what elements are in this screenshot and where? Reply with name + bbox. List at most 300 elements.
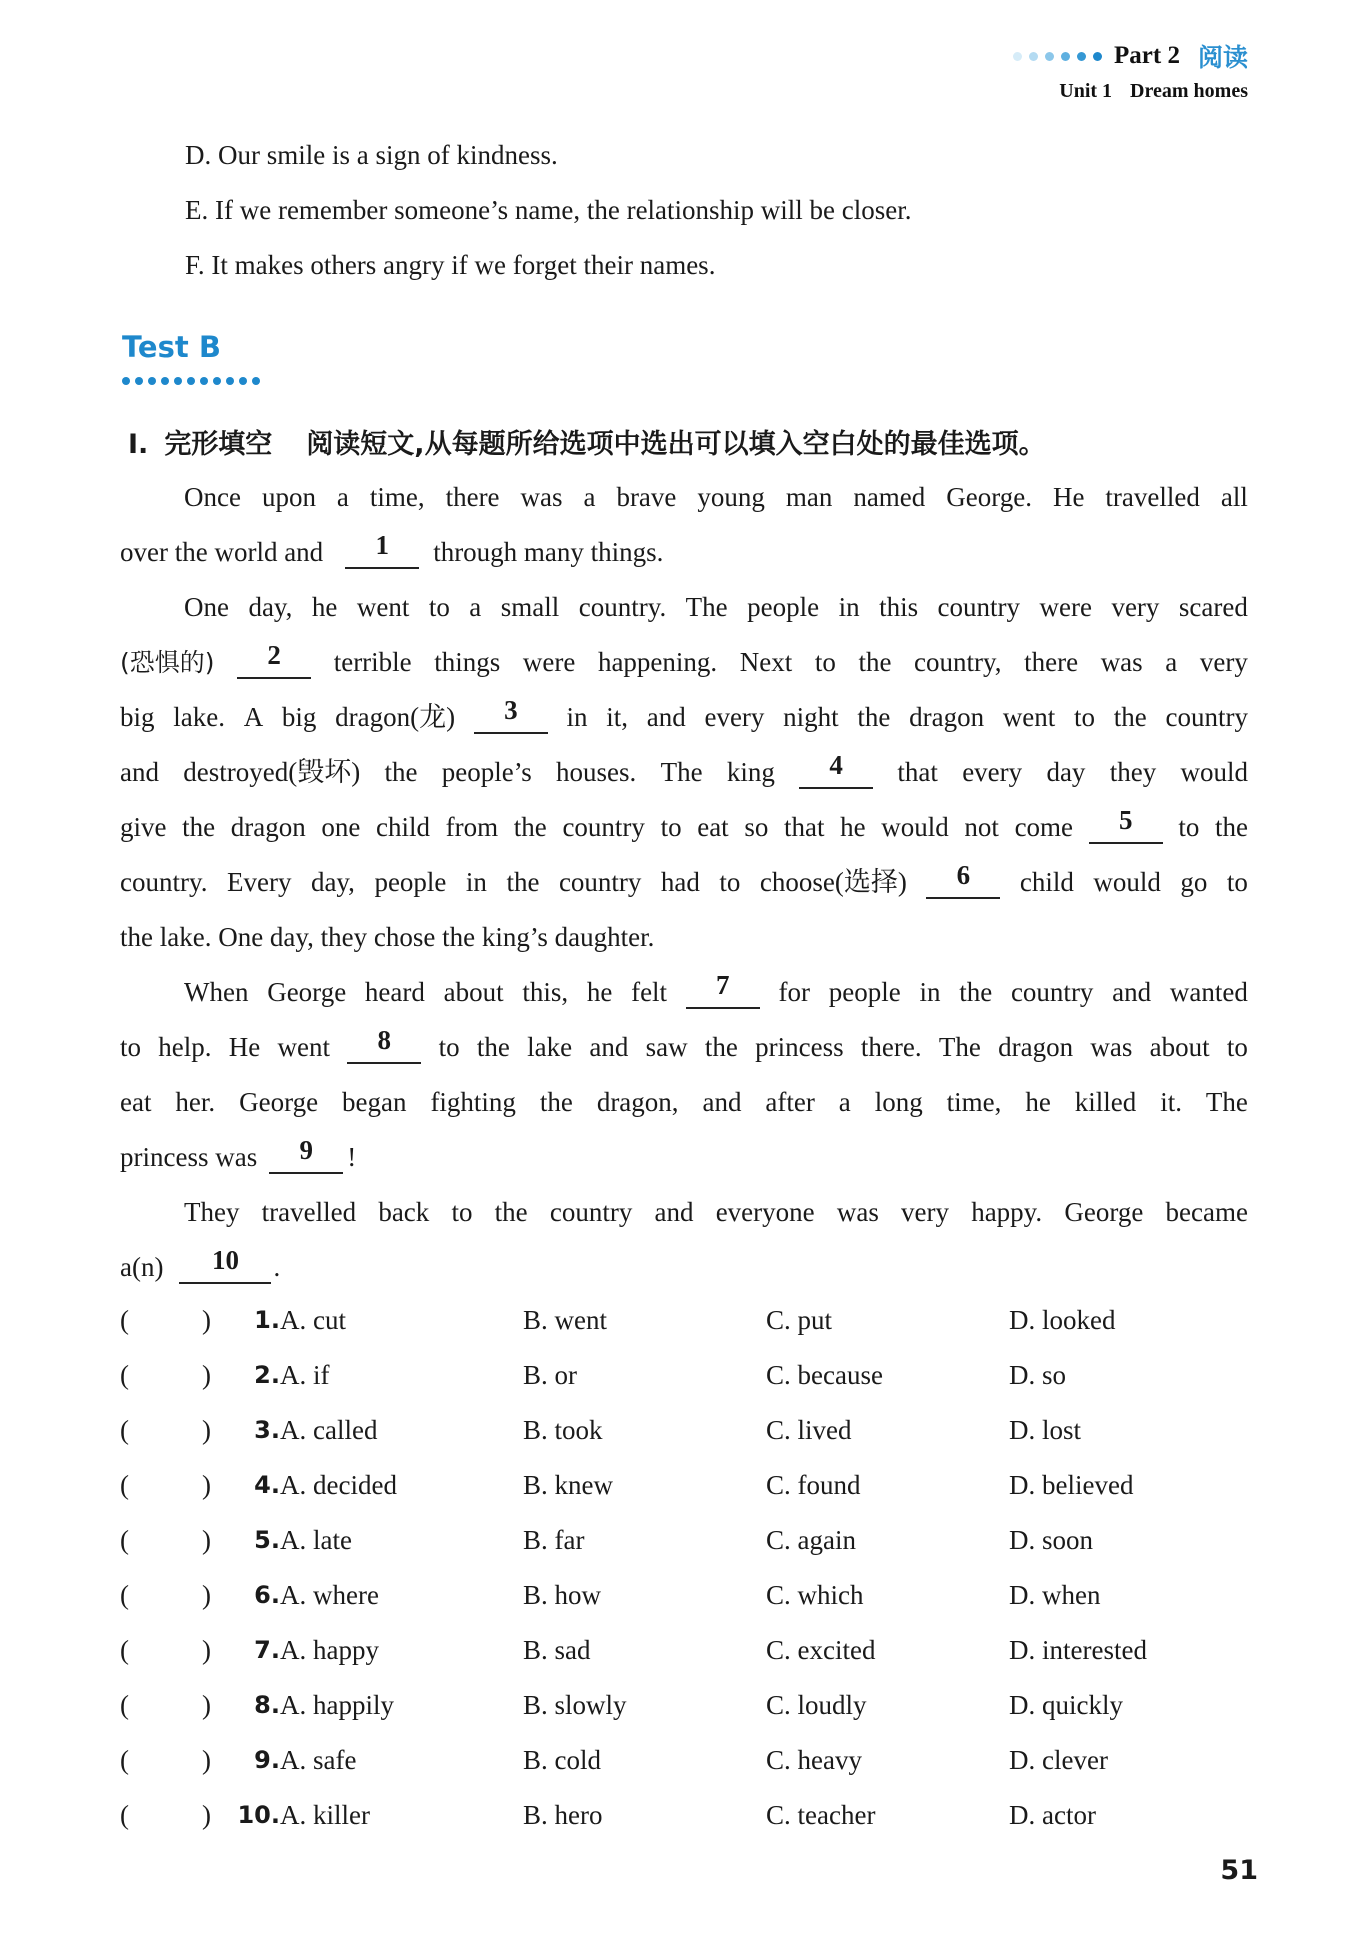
question-row [120,1623,1250,1678]
passage-word: the [1214,812,1248,842]
question-number: 2. [254,1361,280,1389]
passage-text: choose(选择) [759,867,907,897]
passage-word: George. [946,482,1032,512]
option-d: D. actor [1009,1800,1096,1830]
option-b: B. hero [523,1800,603,1830]
passage-word: to [660,812,682,842]
header-dots [1013,52,1102,61]
question-row [120,1568,1250,1623]
passage-word: the [857,702,891,732]
option-d: D. interested [1009,1635,1147,1665]
section-instruction: 阅读短文,从每题所给选项中选出可以填入空白处的最佳选项。 [306,429,1046,460]
passage-word: day, [248,592,293,622]
option-d: D. quickly [1009,1690,1123,1720]
passage-word: he [311,592,338,622]
passage-word: happening. [597,647,718,677]
passage-word: would [1180,757,1248,787]
answer-paren-right: ) [202,1690,211,1720]
option-a: A. if [280,1360,330,1390]
option-b: B. sad [523,1635,591,1665]
passage-word: the [539,1087,573,1117]
answer-paren-left: ( [120,1415,129,1445]
passage-word: people [747,592,820,622]
passage-word: They [184,1197,240,1227]
blank-4: 4 [799,745,873,789]
passage-word: long [874,1087,923,1117]
answer-paren-left: ( [120,1690,129,1720]
passage-word: the [476,1032,510,1062]
answer-paren-right: ) [202,1525,211,1555]
passage-word: people [828,977,901,1007]
passage-word: to [438,1032,460,1062]
passage-word: travelled [1105,482,1200,512]
passage-line [120,470,1248,525]
passage-word: the [959,977,993,1007]
passage-word: to [120,1032,142,1062]
passage-word: lake [527,1032,573,1062]
dot-decoration [1093,52,1102,61]
passage-word: small [500,592,560,622]
passage-word: wanted [1169,977,1248,1007]
passage-word: young [697,482,765,512]
passage-word: and [702,1087,742,1117]
question-row [120,1348,1250,1403]
part-label: Part 2 [1114,42,1180,69]
option-c: C. found [766,1470,861,1500]
passage-word: Once [184,482,241,512]
passage-line [120,635,1248,690]
option-d: D. clever [1009,1745,1108,1775]
blank-10: 10 [179,1240,271,1284]
option-a: A. happy [280,1635,379,1665]
passage-word: he [1025,1087,1051,1117]
passage-word: child [1019,867,1074,897]
passage-word: it. [1160,1087,1182,1117]
blank-6: 6 [926,855,1000,899]
passage-word: very [1111,592,1160,622]
passage-word: for [778,977,811,1007]
option-line: E. If we remember someone’s name, the relationship will be closer. [185,195,912,225]
answer-paren-left: ( [120,1470,129,1500]
option-a: A. happily [280,1690,394,1720]
dot-decoration [161,377,169,385]
passage-word: houses. [556,757,637,787]
passage-word: Next [739,647,793,677]
passage-word: from [445,812,499,842]
option-b: B. how [523,1580,602,1610]
blank-3: 3 [474,690,548,734]
test-title-underline-dots [122,377,260,385]
answer-paren-right: ) [202,1800,211,1830]
option-c: C. put [766,1305,833,1335]
passage-word: big [281,702,317,732]
question-row [120,1458,1250,1513]
passage-text: princess was [120,1142,258,1172]
answer-paren-right: ) [202,1415,211,1445]
passage-word: a [583,482,596,512]
passage-word: eat [120,1087,152,1117]
passage-word: he [586,977,613,1007]
section-label: 完形填空 [164,429,273,460]
passage-word: about [1149,1032,1210,1062]
option-b: B. slowly [523,1690,627,1720]
passage-word: would [1093,867,1161,897]
passage-word: The [1205,1087,1248,1117]
passage-word: everyone [715,1197,815,1227]
passage-word: there. [860,1032,922,1062]
question-number: 4. [254,1471,280,1499]
passage-word: he [840,812,866,842]
dot-decoration [148,377,156,385]
passage-word: that [784,812,825,842]
passage-word: saw [645,1032,688,1062]
passage-word: country [558,867,642,897]
passage-word: to [428,592,450,622]
question-options [120,1293,1250,1843]
question-number: 7. [254,1636,280,1664]
passage-word: big [120,702,155,732]
passage-word: country. [578,592,667,622]
passage-line [120,1240,1248,1295]
passage-line [120,1130,1248,1185]
passage-word: a [469,592,482,622]
passage-word: things [434,647,501,677]
dot-decoration [239,377,247,385]
answer-paren-right: ) [202,1360,211,1390]
passage-text: (恐惧的) [120,648,215,677]
passage-word: country [562,812,645,842]
passage-word: and [654,1197,694,1227]
passage-word: and [646,702,686,732]
passage-word: every [704,702,765,732]
option-d: D. soon [1009,1525,1094,1555]
option-line: D. Our smile is a sign of kindness. [185,140,558,170]
passage-word: A [243,702,264,732]
passage-word: had [660,867,700,897]
passage-text: a(n) [120,1252,164,1282]
previous-options [185,128,912,293]
passage-word: the [384,757,418,787]
dot-decoration [135,377,143,385]
page-header [1013,38,1248,103]
option-a: A. called [280,1415,378,1445]
question-number: 8. [254,1691,280,1719]
question-number: 3. [254,1416,280,1444]
passage-word: country, [914,647,1002,677]
passage-word: all [1220,482,1248,512]
passage-word: scared [1178,592,1248,622]
passage-word: and [120,757,159,787]
answer-paren-left: ( [120,1580,129,1610]
dot-decoration [1045,52,1054,61]
passage-word: country [1010,977,1094,1007]
answer-paren-right: ) [202,1305,211,1335]
passage-word: country [549,1197,633,1227]
passage-word: The [685,592,728,622]
passage-word: terrible [333,647,412,677]
option-c: C. because [766,1360,883,1390]
passage-text: through many things. [433,537,664,567]
passage-word: the [494,1197,528,1227]
passage-word: in [919,977,941,1007]
passage-word: were [522,647,576,677]
passage-word: about [443,977,504,1007]
answer-paren-left: ( [120,1525,129,1555]
option-a: A. safe [280,1745,357,1775]
answer-paren-left: ( [120,1360,129,1390]
passage-word: country. [120,867,208,897]
question-number: 10. [237,1801,280,1829]
dot-decoration [187,377,195,385]
passage-word: George [267,977,347,1007]
passage-line [120,965,1248,1020]
option-c: C. excited [766,1635,876,1665]
dot-decoration [122,377,130,385]
option-c: C. again [766,1525,856,1555]
passage-word: became [1165,1197,1248,1227]
blank-8: 8 [347,1020,421,1064]
passage-word: dragon [998,1032,1074,1062]
passage-word: there [1024,647,1079,677]
option-b: B. far [523,1525,585,1555]
option-d: D. believed [1009,1470,1134,1500]
passage-word: to [1226,867,1248,897]
passage-word: brave [616,482,677,512]
passage-word: named [853,482,926,512]
passage-word: that [897,757,938,787]
passage-word: the [182,812,216,842]
passage-word: felt [631,977,668,1007]
option-b: B. went [523,1305,607,1335]
option-b: B. knew [523,1470,613,1500]
answer-paren-right: ) [202,1635,211,1665]
passage-word: The [938,1032,981,1062]
passage-word: the [704,1032,738,1062]
passage-word: eat [697,812,729,842]
option-a: A. decided [280,1470,397,1500]
passage-word: to [1074,702,1096,732]
passage-word: country [1165,702,1248,732]
passage-word: her. [175,1087,216,1117]
passage-word: the [506,867,540,897]
passage-word: lake. [173,702,225,732]
passage-word: night [783,702,839,732]
passage-line [120,525,1248,580]
passage-word: help. [158,1032,212,1062]
passage-word: to [719,867,741,897]
blank-2: 2 [237,635,311,679]
passage-word: a [336,482,349,512]
option-c: C. which [766,1580,864,1610]
question-row [120,1678,1250,1733]
passage-word: dragon [230,812,306,842]
section-heading [128,422,1046,461]
passage-word: George [1064,1197,1144,1227]
passage-text: dragon(龙) [335,702,456,732]
option-b: B. or [523,1360,577,1390]
passage-word: He [1052,482,1085,512]
passage-word: The [660,757,703,787]
passage-word: was [1090,1032,1133,1062]
passage-word: day, [310,867,355,897]
passage-word: this [879,592,919,622]
passage-word: very [901,1197,950,1227]
passage-word: day [1046,757,1086,787]
passage-word: every [962,757,1023,787]
passage-word: to [1178,812,1200,842]
passage-word: happy. [971,1197,1043,1227]
passage-line [120,800,1248,855]
passage-word: a [838,1087,851,1117]
unit-label: Unit 1 [1059,80,1113,102]
passage-word: it, [606,702,629,732]
question-row [120,1788,1250,1843]
dot-decoration [200,377,208,385]
option-c: C. heavy [766,1745,862,1775]
option-a: A. late [280,1525,352,1555]
passage-word: went [1002,702,1056,732]
passage-text: . [273,1252,281,1282]
blank-9: 9 [269,1130,343,1174]
answer-paren-left: ( [120,1745,129,1775]
passage-word: after [765,1087,815,1117]
passage-word: time, [946,1087,1002,1117]
passage-word: One [184,592,229,622]
passage-word: not [964,812,999,842]
passage-word: was [1100,647,1143,677]
passage-word: fighting [430,1087,516,1117]
passage-word: When [184,977,249,1007]
dot-decoration [252,377,260,385]
passage-text: ! [347,1142,357,1172]
passage-word: went [277,1032,331,1062]
passage-word: began [342,1087,407,1117]
passage-word: dragon [909,702,985,732]
passage-word: the [1113,702,1147,732]
blank-7: 7 [686,965,760,1009]
answer-paren-right: ) [202,1745,211,1775]
passage-word: princess [755,1032,844,1062]
passage-word: was [836,1197,879,1227]
passage-word: the [858,647,892,677]
answer-paren-left: ( [120,1800,129,1830]
passage-line [120,1075,1248,1130]
passage-word: Every [226,867,292,897]
passage-word: country [937,592,1021,622]
page-number: 51 [1220,1855,1258,1886]
passage-word: heard [364,977,425,1007]
passage-text: over the world and [120,537,324,567]
passage-word: was [520,482,563,512]
question-number: 1. [254,1306,280,1334]
blank-1: 1 [345,525,419,569]
dot-decoration [1061,52,1070,61]
question-row [120,1403,1250,1458]
passage-word: and [1112,977,1152,1007]
cloze-passage [120,470,1248,1295]
passage-word: come [1014,812,1074,842]
passage-word: time, [369,482,425,512]
passage-text: the lake. One day, they chose the king’s daughter. [120,922,655,952]
option-d: D. so [1009,1360,1067,1390]
dot-decoration [213,377,221,385]
passage-line [120,690,1248,745]
passage-word: go [1180,867,1208,897]
answer-paren-left: ( [120,1305,129,1335]
passage-word: so [744,812,769,842]
question-number: 9. [254,1746,280,1774]
part-chinese-label: 阅读 [1197,43,1248,72]
question-row [120,1293,1250,1348]
dot-decoration [174,377,182,385]
passage-word: people [374,867,447,897]
section-number: Ⅰ. [128,429,149,460]
passage-line [120,580,1248,635]
passage-line [120,1020,1248,1075]
passage-word: to [1226,1032,1248,1062]
option-a: A. cut [280,1305,346,1335]
option-d: D. when [1009,1580,1101,1610]
passage-word: would [881,812,949,842]
passage-word: He [228,1032,261,1062]
dot-decoration [1077,52,1086,61]
dot-decoration [1013,52,1022,61]
answer-paren-left: ( [120,1635,129,1665]
passage-word: to [451,1197,473,1227]
option-line: F. It makes others angry if we forget their names. [185,250,716,280]
passage-word: George [239,1087,319,1117]
passage-line [120,855,1248,910]
passage-word: the [513,812,547,842]
passage-word: they [1109,757,1157,787]
passage-line [120,745,1248,800]
passage-text: destroyed(毁坏) [183,757,361,787]
passage-word: dragon, [596,1087,679,1117]
passage-word: a [1165,647,1178,677]
passage-word: king [726,757,775,787]
passage-word: this, [522,977,569,1007]
option-b: B. cold [523,1745,601,1775]
option-d: D. looked [1009,1305,1116,1335]
passage-line [120,910,1248,965]
passage-word: were [1039,592,1092,622]
option-b: B. took [523,1415,603,1445]
passage-word: travelled [261,1197,357,1227]
question-row [120,1733,1250,1788]
passage-word: killed [1074,1087,1137,1117]
passage-line [120,1185,1248,1240]
question-number: 5. [254,1526,280,1554]
blank-5: 5 [1089,800,1163,844]
option-d: D. lost [1009,1415,1082,1445]
option-a: A. where [280,1580,379,1610]
unit-title: Dream homes [1130,80,1248,102]
passage-word: child [376,812,431,842]
passage-word: very [1199,647,1248,677]
question-row [120,1513,1250,1568]
option-c: C. lived [766,1415,852,1445]
option-a: A. killer [280,1800,370,1830]
passage-word: give [120,812,167,842]
passage-word: back [378,1197,430,1227]
answer-paren-right: ) [202,1470,211,1500]
dot-decoration [1029,52,1038,61]
passage-word: people’s [441,757,532,787]
option-c: C. teacher [766,1800,876,1830]
passage-word: and [589,1032,629,1062]
passage-word: in [566,702,588,732]
passage-word: in [838,592,860,622]
